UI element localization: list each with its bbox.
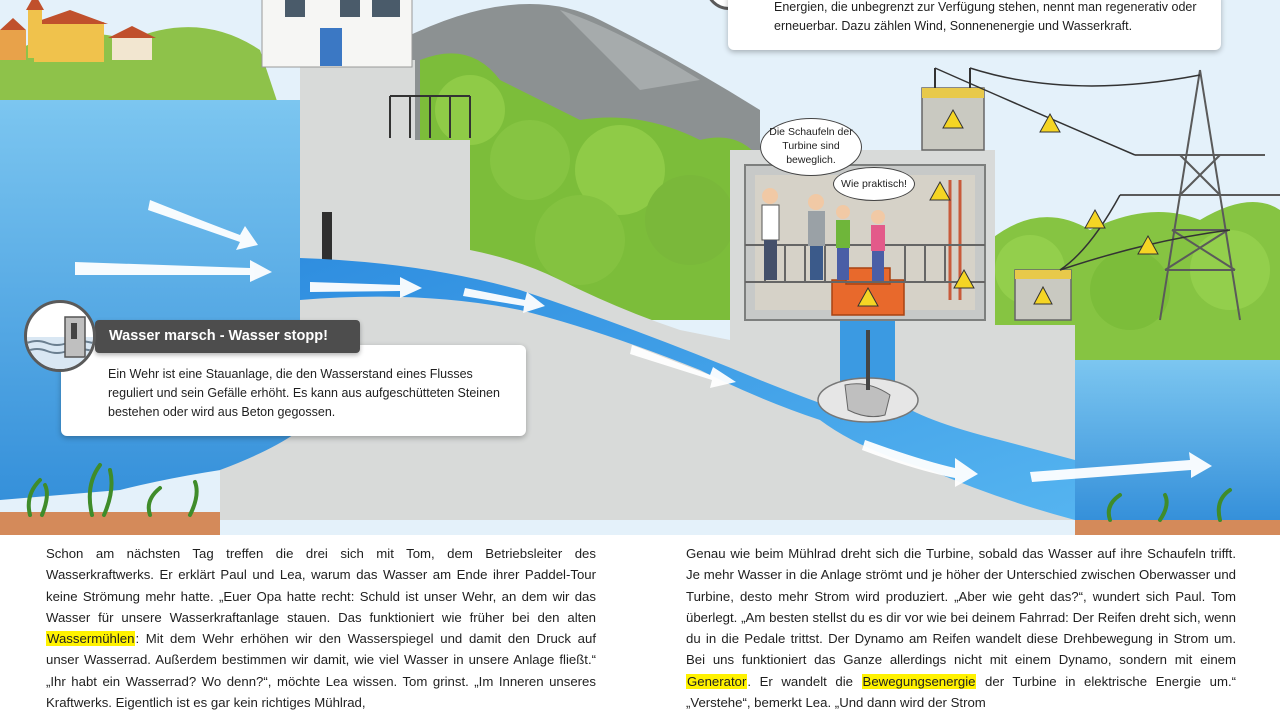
info-box-weir [61,345,526,436]
reservoir-water [0,100,300,500]
text-run: Genau wie beim Mühlrad dreht sich die Turbine, sobald das Wasser auf ihre Schaufeln trifft. Je mehr Wasser in die Anlage strömt und je höher der Unterschied zwischen Oberwasser und Turbine, desto mehr Strom wird produziert. „Aber wie geht das?“, wundert sich Paul. Tom überlegt. „Am besten stellst du es dir vor wie bei deinem Fahrrad: Der Reifen dreht sich, wenn du in die Pedale trittst. Der Dynamo am Reifen wandelt diese Drehbewegung in Strom um. Bei uns funktioniert das Ganze allerdings nicht mit einem Dynamo, sondern mit einem [686,546,1236,668]
speech-bubble: Die Schaufeln der Turbine sind beweglich. [760,118,862,176]
highlighted-term: Generator [687,673,747,689]
paragraph [46,543,596,713]
body-text-right [686,543,1236,713]
text-run: Schon am nächsten Tag treffen die drei sich mit Tom, dem Betriebsleiter des Wasserkraftwerks. Er erklärt Paul und Lea, warum das Wasser am Ende ihrer Paddel-Tour keine Strömung mehr hatte. „Euer Opa hatte recht: Schuld ist unser Wehr, an dem wir das Wasser für unsere Wasserkraftanlage stauen. Das funktioniert wie früher bei den alten [46,546,596,625]
transformer [1015,270,1071,320]
highlighted-term: Bewegungsenergie [862,673,976,689]
text-run: . Er wandelt die [747,673,862,689]
weir-icon [24,300,96,372]
paragraph [686,543,1236,713]
riverbed [0,512,220,535]
info-box-title: Wasser marsch - Wasser stopp! [95,320,360,353]
info-box-renewable-energy [728,0,1221,50]
body-text-left [46,543,596,713]
tailwater [1075,360,1280,520]
text-run: : Mit dem Wehr erhöhen wir den Wasserspiegel und damit den Druck auf unser Wasserrad. Außerdem bestimmen wir damit, wie viel Wasser in unsere Anlage fließt.“ „Ihr habt ein Wasserrad? Wo denn?“, möchte Lea wissen. Tom grinst. „Im Inneren unseres Kraftwerks. Eigentlich ist es gar kein richtiges Mühlrad, [46,631,596,711]
highlighted-term: Wassermühlen [47,631,135,647]
info-box-text: Ein Wehr ist eine Stauanlage, die den Wasserstand eines Flusses reguliert und sein Gefälle erhöht. Es kann aus aufgeschütteten Steinen bestehen oder wird aus Beton gegossen. [108,367,500,419]
text-run: der Turbine in elektrische Energie um.“ „Verstehe“, bemerkt Lea. „Und dann wird der Strom [686,673,1237,711]
info-box-text: Energien, die unbegrenzt zur Verfügung stehen, nennt man regenerativ oder erneuerbar. Dazu zählen Wind, Sonnenenergie und Wasserkraft. [774,0,1197,33]
speech-bubble: Wie praktisch! [833,167,915,201]
